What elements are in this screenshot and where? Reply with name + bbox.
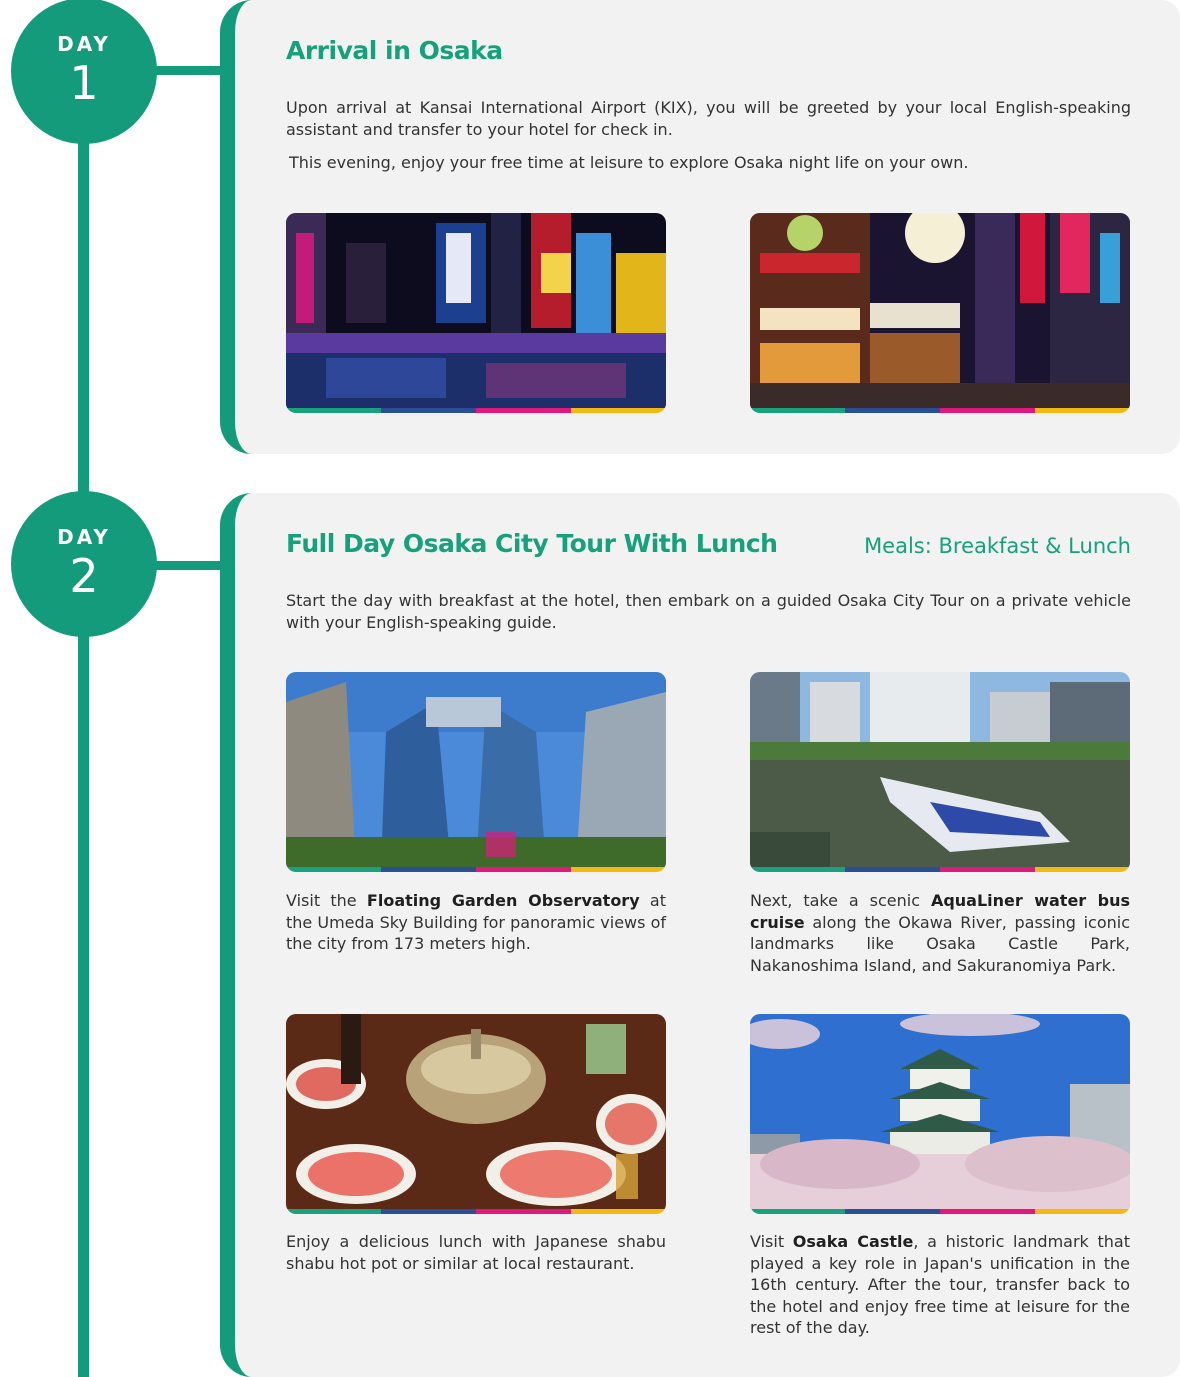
day-2-badge xyxy=(11,491,157,637)
umeda-sky-building-photo xyxy=(286,672,666,872)
day-1-card xyxy=(220,0,1180,454)
meals-info: Meals: Breakfast & Lunch xyxy=(864,534,1131,558)
day-intro: Start the day with breakfast at the hotel, then embark on a guided Osaka City Tour on a private vehicle with your English-speaking guide. xyxy=(286,591,1131,632)
day-2-card xyxy=(220,493,1180,1377)
day-1-badge xyxy=(11,0,157,144)
day-description: This evening, enjoy your free time at leisure to explore Osaka night life on your own. xyxy=(289,153,969,172)
activity-caption: Enjoy a delicious lunch with Japanese shabu shabu hot pot or similar at local restaurant. xyxy=(286,1232,666,1273)
day-label: DAY xyxy=(57,32,111,56)
dotonbori-night-photo xyxy=(286,213,666,413)
color-strip xyxy=(286,408,666,413)
activity-highlight: AquaLiner water bus cruise xyxy=(750,891,1130,932)
timeline-line xyxy=(78,130,89,1377)
color-strip xyxy=(750,408,1130,413)
day-title: Arrival in Osaka xyxy=(286,36,503,65)
shinsekai-street-photo xyxy=(750,213,1130,413)
shabu-shabu-lunch-photo xyxy=(286,1014,666,1214)
day-description: Upon arrival at Kansai International Airport (KIX), you will be greeted by your local English-speaking assistant and transfer to your hotel for check in. xyxy=(286,98,1131,139)
activity-highlight: Floating Garden Observatory xyxy=(366,891,640,910)
color-strip xyxy=(286,1209,666,1214)
day-number: 1 xyxy=(69,56,99,110)
color-strip xyxy=(750,867,1130,872)
aqualiner-cruise-photo xyxy=(750,672,1130,872)
activity-caption: Visit the Floating Garden Observatory at the Umeda Sky Building for panoramic views of the city from 173 meters high. xyxy=(286,891,666,953)
color-strip xyxy=(286,867,666,872)
osaka-castle-photo xyxy=(750,1014,1130,1214)
color-strip xyxy=(750,1209,1130,1214)
day-title: Full Day Osaka City Tour With Lunch xyxy=(286,529,778,558)
day-number: 2 xyxy=(69,549,99,603)
activity-caption: Next, take a scenic AquaLiner water bus cruise along the Okawa River, passing iconic landmarks like Osaka Castle Park, Nakanoshima Island, and Sakuranomiya Park. xyxy=(750,891,1130,975)
activity-caption: Visit Osaka Castle, a historic landmark that played a key role in Japan's unification in the 16th century. After the tour, transfer back to the hotel and enjoy free time at leisure for the rest of the day. xyxy=(750,1232,1130,1337)
day-label: DAY xyxy=(57,525,111,549)
activity-highlight: Osaka Castle xyxy=(792,1232,914,1251)
